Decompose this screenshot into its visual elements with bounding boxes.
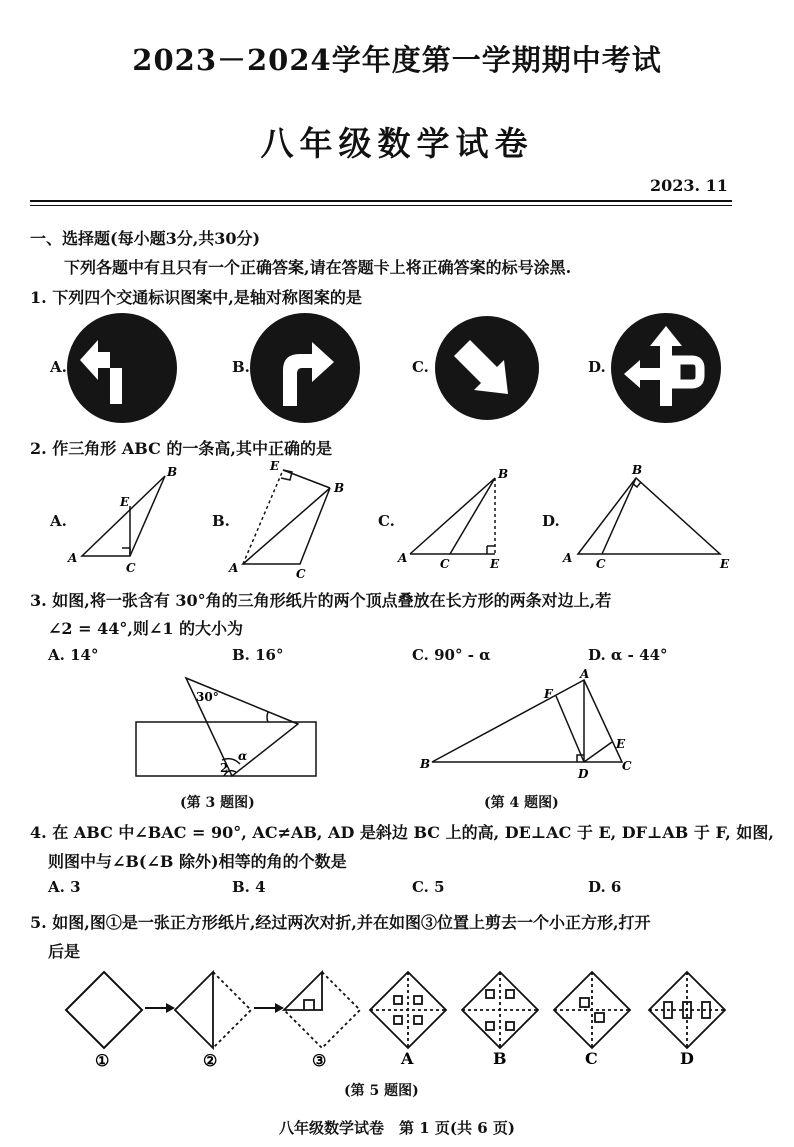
q2-option-b-label: B. [212, 512, 230, 530]
q1-option-d-label: D. [588, 358, 606, 376]
exam-title: 2023－2024学年度第一学期期中考试 [132, 43, 662, 77]
q4-figure [432, 680, 622, 762]
q4-caption: (第 4 题图) [484, 795, 559, 811]
q4-option-b: B. 4 [232, 878, 266, 896]
q2d-label-b: B [632, 463, 643, 477]
sign-right-turn-icon [250, 313, 360, 423]
q4-stem-line2: 则图中与∠B(∠B 除外)相等的角的个数是 [48, 852, 347, 871]
q5-option-c-figure [554, 972, 630, 1048]
q5-label-fig2: ② [203, 1051, 218, 1070]
q4-label-d: D [578, 767, 589, 781]
q2-figure-c [410, 478, 495, 554]
q5-label-a: A [401, 1049, 414, 1068]
sign-left-turn-icon [67, 313, 177, 423]
q1-traffic-signs [0, 310, 794, 430]
q5-caption: (第 5 题图) [344, 1083, 419, 1099]
q5-option-b-figure [462, 972, 538, 1048]
exam-subtitle: 八年级数学试卷 [260, 124, 534, 163]
q2b-label-a: A [229, 561, 239, 575]
q3-option-c: C. 90° - α [412, 646, 491, 664]
arrow-right-icon [254, 1003, 284, 1013]
header-rule [30, 200, 732, 202]
q5-folding-figures [0, 962, 794, 1074]
sign-straight-or-left-icon [611, 313, 721, 423]
q2-option-c-label: C. [378, 512, 395, 530]
q1-option-a-label: A. [50, 358, 67, 376]
q3-option-a: A. 14° [48, 646, 99, 664]
q1-option-c-label: C. [412, 358, 429, 376]
q2a-label-c: C [126, 561, 136, 575]
q5-label-b: B [493, 1049, 507, 1068]
q5-stem-line2: 后是 [48, 942, 81, 961]
q4-label-a: A [580, 668, 590, 681]
q5-stem-line1: 5. 如图,图①是一张正方形纸片,经过两次对折,并在如图③位置上剪去一个小正方形,打开 [30, 913, 651, 932]
q3-option-b: B. 16° [232, 646, 284, 664]
q3-label-angle2: 2 [220, 761, 229, 775]
q2a-label-b: B [167, 465, 178, 479]
exam-date: 2023. 11 [650, 176, 728, 195]
q2d-label-a: A [563, 551, 573, 565]
q2-figure-a [82, 476, 165, 556]
q4-option-a: A. 3 [48, 878, 81, 896]
q4-label-b: B [420, 757, 431, 771]
q5-figure-3 [284, 972, 360, 1048]
q2b-label-c: C [296, 567, 306, 578]
q5-label-fig3: ③ [312, 1051, 327, 1070]
q2-stem: 2. 作三角形 ABC 的一条高,其中正确的是 [30, 439, 332, 458]
q3-stem-line2: ∠2 = 44°,则∠1 的大小为 [48, 619, 244, 638]
section-instruction: 下列各题中有且只有一个正确答案,请在答题卡上将正确答案的标号涂黑. [64, 258, 572, 277]
section-heading: 一、选择题(每小题3分,共30分) [30, 229, 261, 248]
q4-option-c: C. 5 [412, 878, 445, 896]
q2c-label-a: A [398, 551, 408, 565]
q2-figure-b [243, 470, 330, 564]
q2c-label-e: E [490, 557, 500, 571]
q2c-label-c: C [440, 557, 450, 571]
q2-triangle-figures [0, 458, 794, 578]
q5-label-d: D [680, 1049, 694, 1068]
q4-label-f: F [544, 687, 553, 701]
q1-stem: 1. 下列四个交通标识图案中,是轴对称图案的是 [30, 288, 362, 307]
q3-stem-line1: 3. 如图,将一张含有 30°角的三角形纸片的两个顶点叠放在长方形的两条对边上,若 [30, 591, 612, 610]
q3-option-d: D. α - 44° [588, 646, 668, 664]
q1-option-b-label: B. [232, 358, 250, 376]
q2a-label-a: A [68, 551, 78, 565]
q2b-label-e: E [270, 459, 280, 473]
q4-option-d: D. 6 [588, 878, 622, 896]
q2d-label-c: C [596, 557, 606, 571]
q4-stem-line1: 4. 在 ABC 中∠BAC = 90°, AC≠AB, AD 是斜边 BC 上的高, DE⊥AC 于 E, DF⊥AB 于 F, 如图, [30, 823, 774, 842]
q5-figure-2 [175, 972, 251, 1048]
q2-figure-d [578, 478, 720, 554]
q2b-label-b: B [334, 481, 345, 495]
q5-option-a-figure [370, 972, 446, 1048]
q5-option-d-figure [649, 972, 725, 1048]
q3-q4-figures [0, 668, 794, 786]
q5-label-c: C [585, 1049, 598, 1068]
q4-label-c: C [622, 759, 632, 773]
arrow-right-icon [145, 1003, 175, 1013]
q3-label-30deg: 30° [196, 690, 219, 704]
q3-caption: (第 3 题图) [180, 795, 255, 811]
q2c-label-b: B [498, 467, 509, 481]
q5-label-fig1: ① [95, 1051, 110, 1070]
q3-label-alpha: α [238, 749, 248, 763]
q2a-label-e: E [120, 495, 130, 509]
header-rule-thin [30, 205, 732, 206]
q2-option-a-label: A. [50, 512, 67, 530]
q2-option-d-label: D. [542, 512, 560, 530]
page-footer: 八年级数学试卷 第 1 页(共 6 页) [279, 1119, 515, 1137]
q4-label-e: E [616, 737, 626, 751]
q2d-label-e: E [720, 557, 730, 571]
q5-figure-1 [66, 972, 142, 1048]
sign-diagonal-arrow-icon [435, 316, 539, 420]
